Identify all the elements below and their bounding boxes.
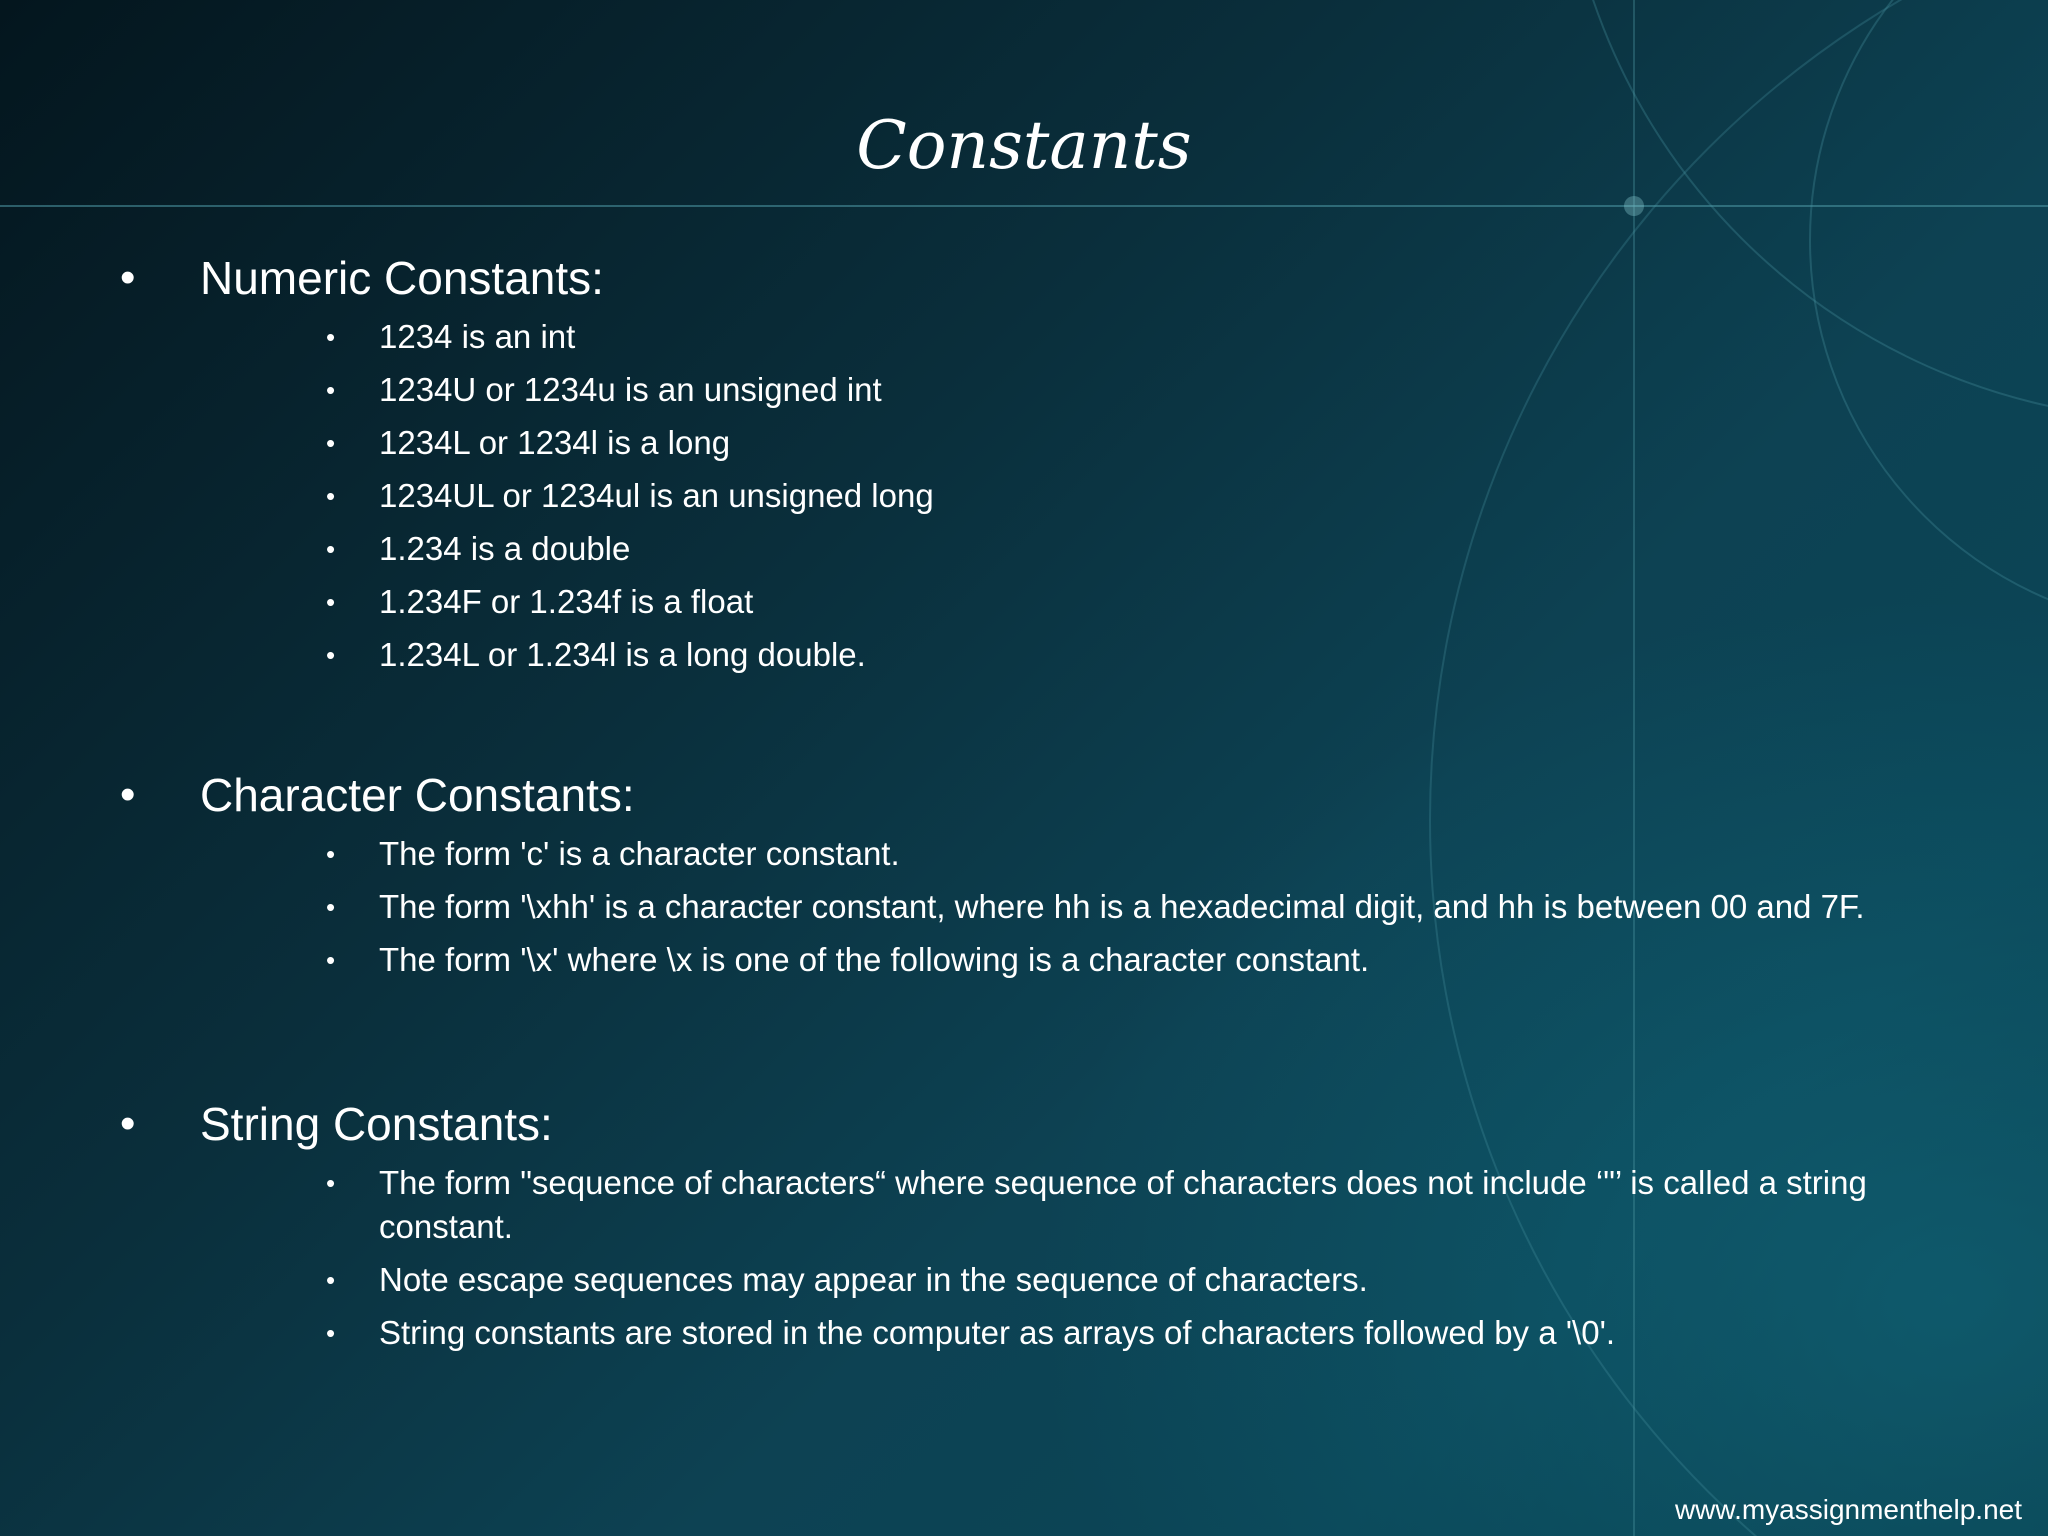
- section-heading: Character Constants:: [200, 769, 635, 821]
- footer-url: www.myassignmenthelp.net: [1674, 1494, 2022, 1525]
- section-heading: String Constants:: [200, 1098, 553, 1150]
- list-item-text: Note escape sequences may appear in the sequence of characters.: [379, 1261, 1368, 1298]
- bullet-icon: •: [326, 534, 336, 564]
- decor-glow: [1624, 196, 1644, 216]
- bullet-icon: •: [326, 587, 336, 617]
- list-item-text: 1234 is an int: [379, 318, 576, 355]
- list-item-text: String constants are stored in the computer as arrays of characters followed by a '\0'.: [379, 1314, 1616, 1351]
- section-character-constants: [0, 764, 2048, 991]
- section-heading-row: [0, 764, 2048, 826]
- list-item-text: 1.234F or 1.234f is a float: [379, 583, 754, 620]
- section-heading: Numeric Constants:: [200, 252, 604, 304]
- list-item: [0, 1258, 2048, 1302]
- bullet-icon: •: [326, 428, 336, 458]
- list-item: [0, 474, 2048, 518]
- bullet-icon: •: [326, 839, 336, 869]
- slide-title: Constants: [856, 107, 1192, 184]
- list-item: [0, 832, 2048, 876]
- bullet-icon: •: [326, 322, 336, 352]
- bullet-icon: •: [120, 1099, 136, 1148]
- section-numeric-constants: [0, 247, 2048, 686]
- bullet-icon: •: [326, 945, 336, 975]
- list-item: [0, 938, 2048, 982]
- list-item-text: The form "sequence of characters“ where sequence of characters does not include ‘"’ is called a string constant.: [379, 1164, 1867, 1245]
- list-item: [0, 633, 2048, 677]
- bullet-icon: •: [326, 375, 336, 405]
- section-string-constants: [0, 1093, 2048, 1364]
- list-item-text: 1.234 is a double: [379, 530, 631, 567]
- section-heading-row: [0, 247, 2048, 309]
- list-item: [0, 527, 2048, 571]
- list-item: [0, 1161, 2048, 1249]
- bullet-icon: •: [326, 1168, 336, 1198]
- bullet-icon: •: [326, 1318, 336, 1348]
- sub-bullet-list: [0, 832, 2048, 982]
- list-item: [0, 580, 2048, 624]
- bullet-icon: •: [326, 1265, 336, 1295]
- list-item-text: The form '\x' where \x is one of the following is a character constant.: [379, 941, 1370, 978]
- list-item-text: The form '\xhh' is a character constant, where hh is a hexadecimal digit, and hh is between 00 and 7F.: [379, 888, 1865, 925]
- list-item-text: 1.234L or 1.234l is a long double.: [379, 636, 866, 673]
- bullet-icon: •: [326, 892, 336, 922]
- list-item: [0, 368, 2048, 412]
- list-item-text: 1234U or 1234u is an unsigned int: [379, 371, 882, 408]
- list-item: [0, 885, 2048, 929]
- list-item-text: The form 'c' is a character constant.: [379, 835, 900, 872]
- list-item: [0, 421, 2048, 465]
- sub-bullet-list: [0, 315, 2048, 677]
- bullet-icon: •: [326, 640, 336, 670]
- list-item: [0, 1311, 2048, 1355]
- bullet-icon: •: [326, 481, 336, 511]
- list-item-text: 1234UL or 1234ul is an unsigned long: [379, 477, 934, 514]
- bullet-icon: •: [120, 253, 136, 302]
- sub-bullet-list: [0, 1161, 2048, 1355]
- list-item: [0, 315, 2048, 359]
- section-heading-row: [0, 1093, 2048, 1155]
- list-item-text: 1234L or 1234l is a long: [379, 424, 731, 461]
- bullet-icon: •: [120, 770, 136, 819]
